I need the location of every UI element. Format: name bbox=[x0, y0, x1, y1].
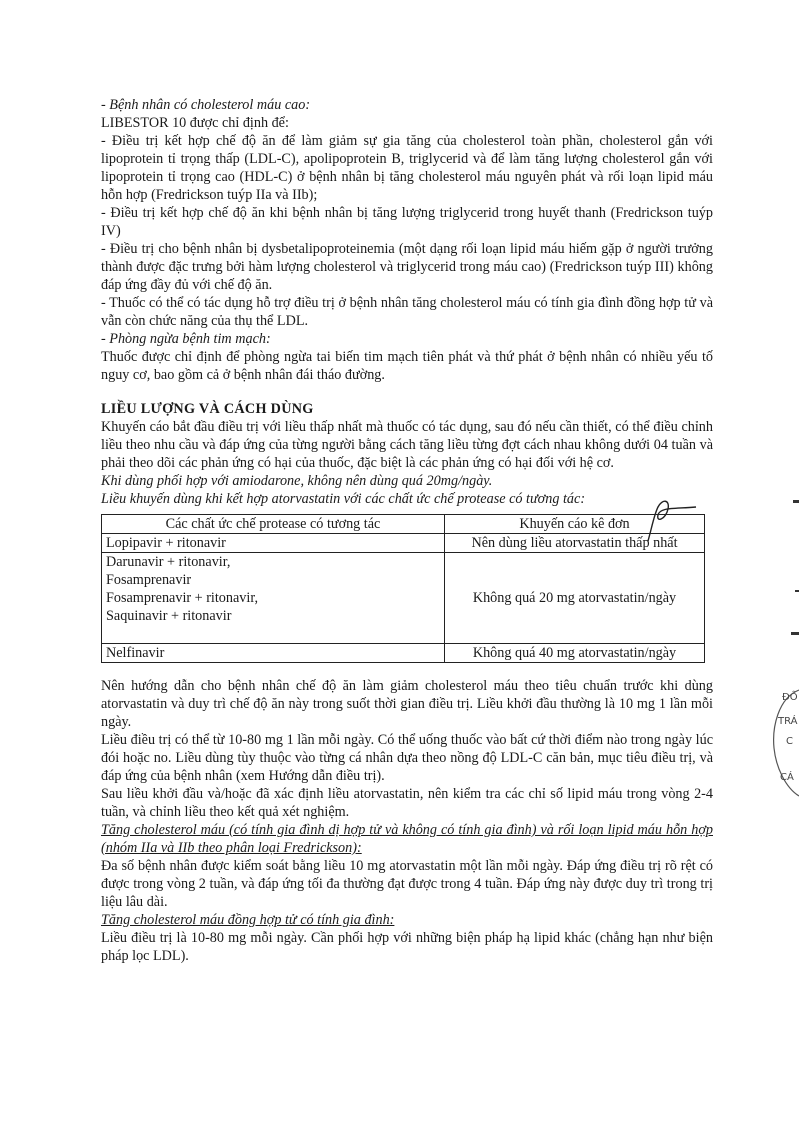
drug-name: Fosamprenavir + ritonavir, bbox=[106, 590, 259, 606]
drug-name: Saquinavir + ritonavir bbox=[106, 608, 232, 624]
table-row bbox=[102, 553, 705, 644]
diet-guidance-text: Nên hướng dẫn cho bệnh nhân chế độ ăn làm giảm cholesterol máu theo tiêu chuẩn trước khi dùng atorvastatin và duy trì chế độ ăn này trong suốt thời gian điều trị. Liều khởi đầu thường là 10 mg 1 lần mỗi ngày. bbox=[101, 678, 713, 730]
subsection-text-hypercholesterolemia: Đa số bệnh nhân được kiểm soát bằng liều 10 mg atorvastatin một lần mỗi ngày. Đáp ứng điều trị rõ rệt có được trong vòng 2 tuần, và đáp ứng tối đa thường đạt được trong 4 tuần. Đáp ứng này được duy trì trong trị liệu lâu dài. bbox=[101, 858, 713, 910]
table-row bbox=[102, 644, 705, 663]
table-cell-drugs bbox=[102, 644, 445, 663]
table-header-advice: Khuyến cáo kê đơn bbox=[445, 515, 705, 534]
indication-item-1: - Điều trị kết hợp chế độ ăn để làm giảm sự gia tăng của cholesterol toàn phần, cholesterol gắn với lipoprotein tỉ trọng thấp (LDL-C), apolipoprotein B, triglycerid và để làm tăng lượng cholesterol gắn với lipoprotein tỉ trọng cao (HDL-C) ở bệnh nhân bị tăng cholesterol máu nguyên phát và rối loạn lipid máu hỗn hợp (Fredrickson tuýp IIa và IIb); bbox=[101, 133, 713, 203]
margin-mark bbox=[793, 500, 799, 503]
stamp-text: TRÁ bbox=[778, 716, 798, 727]
prevention-text: Thuốc được chỉ định để phòng ngừa tai biến tim mạch tiên phát và thứ phát ở bệnh nhân có nhiều yếu tố nguy cơ, bao gồm cả ở bệnh nhân đái tháo đường. bbox=[101, 349, 713, 383]
table-header-row bbox=[102, 515, 705, 534]
subsection-title-homozygous: Tăng cholesterol máu đồng hợp tử có tính gia đình: bbox=[101, 912, 395, 928]
subsection-text-homozygous: Liều điều trị là 10-80 mg mỗi ngày. Cần phối hợp với những biện pháp hạ lipid khác (chẳng hạn như biện pháp lọc LDL). bbox=[101, 930, 713, 964]
table-cell-advice: Nên dùng liều atorvastatin thấp nhất bbox=[445, 534, 705, 553]
dose-range-text: Liều điều trị có thể từ 10-80 mg 1 lần mỗi ngày. Có thể uống thuốc vào bất cứ thời điểm nào trong ngày lúc đói hoặc no. Liều dùng tùy thuộc vào từng cá nhân dựa theo nồng độ LDL-C căn bản, mục tiêu điều trị, và đáp ứng của bệnh nhân (xem Hướng dẫn điều trị). bbox=[101, 732, 713, 784]
document-body bbox=[101, 96, 713, 965]
margin-mark bbox=[791, 632, 799, 635]
prevention-section-title: - Phòng ngừa bệnh tim mạch: bbox=[101, 331, 271, 347]
stamp-text: CÁ bbox=[780, 772, 794, 783]
stamp-fragment bbox=[768, 688, 799, 798]
table-header-inhibitors: Các chất ức chế protease có tương tác bbox=[102, 515, 445, 534]
table-cell-drugs bbox=[102, 534, 445, 553]
drug-name: Fosamprenavir bbox=[106, 572, 192, 588]
indication-item-4: - Thuốc có thể có tác dụng hỗ trợ điều trị ở bệnh nhân tăng cholesterol máu có tính gia đình đồng hợp tử và vẫn còn chức năng của thụ thể LDL. bbox=[101, 295, 713, 329]
dosage-heading: LIỀU LƯỢNG VÀ CÁCH DÙNG bbox=[101, 401, 314, 417]
amiodarone-note: Khi dùng phối hợp với amiodarone, không nên dùng quá 20mg/ngày. bbox=[101, 473, 493, 489]
protease-interaction-table bbox=[101, 514, 705, 663]
protease-note: Liều khuyến dùng khi kết hợp atorvastatin với các chất ức chế protease có tương tác: bbox=[101, 491, 586, 507]
stamp-text: ĐÔ bbox=[782, 692, 798, 703]
table-cell-drugs bbox=[102, 553, 445, 644]
subsection-title-hypercholesterolemia: Tăng cholesterol máu (có tính gia đình dị hợp tử và không có tính gia đình) và rối loạn lipid máu hỗn hợp (nhóm IIa và IIb theo phân loại Fredrickson): bbox=[101, 822, 713, 856]
stamp-text: C bbox=[786, 736, 793, 747]
indication-item-3: - Điều trị cho bệnh nhân bị dysbetalipoproteinemia (một dạng rối loạn lipid máu hiếm gặp ở người trưởng thành được đặc trưng bởi hàm lượng cholesterol và triglycerid trong máu cao) (Fredrickson tuýp III) không đáp ứng đầy đủ với chế độ ăn. bbox=[101, 241, 713, 293]
margin-mark bbox=[795, 590, 799, 592]
drug-name: Nelfinavir bbox=[106, 645, 165, 661]
patients-section-title: - Bệnh nhân có cholesterol máu cao: bbox=[101, 97, 311, 113]
handwritten-signature-icon bbox=[640, 497, 700, 543]
lipid-check-text: Sau liều khởi đầu và/hoặc đã xác định liều atorvastatin, nên kiểm tra các chỉ số lipid máu trong vòng 2-4 tuần, và chỉnh liều theo kết quả xét nghiệm. bbox=[101, 786, 713, 820]
drug-name-blank bbox=[106, 625, 440, 643]
indication-item-2: - Điều trị kết hợp chế độ ăn khi bệnh nhân bị tăng lượng triglycerid trong huyết thanh (Fredrickson tuýp IV) bbox=[101, 205, 713, 239]
patients-intro: LIBESTOR 10 được chỉ định để: bbox=[101, 115, 289, 131]
dosage-text: Khuyến cáo bắt đầu điều trị với liều thấp nhất mà thuốc có tác dụng, sau đó nếu cần thiết, có thể điều chỉnh liều theo nhu cầu và đáp ứng của từng người bằng cách tăng liều từng đợt cách nhau không dưới 04 tuần và phải theo dõi các phản ứng có hại của thuốc, đặc biệt là các phản ứng có hại đối với hệ cơ. bbox=[101, 419, 713, 471]
drug-name: Darunavir + ritonavir, bbox=[106, 554, 231, 570]
drug-name: Lopipavir + ritonavir bbox=[106, 535, 226, 551]
table-row bbox=[102, 534, 705, 553]
table-cell-advice: Không quá 20 mg atorvastatin/ngày bbox=[445, 553, 705, 644]
table-cell-advice: Không quá 40 mg atorvastatin/ngày bbox=[445, 644, 705, 663]
